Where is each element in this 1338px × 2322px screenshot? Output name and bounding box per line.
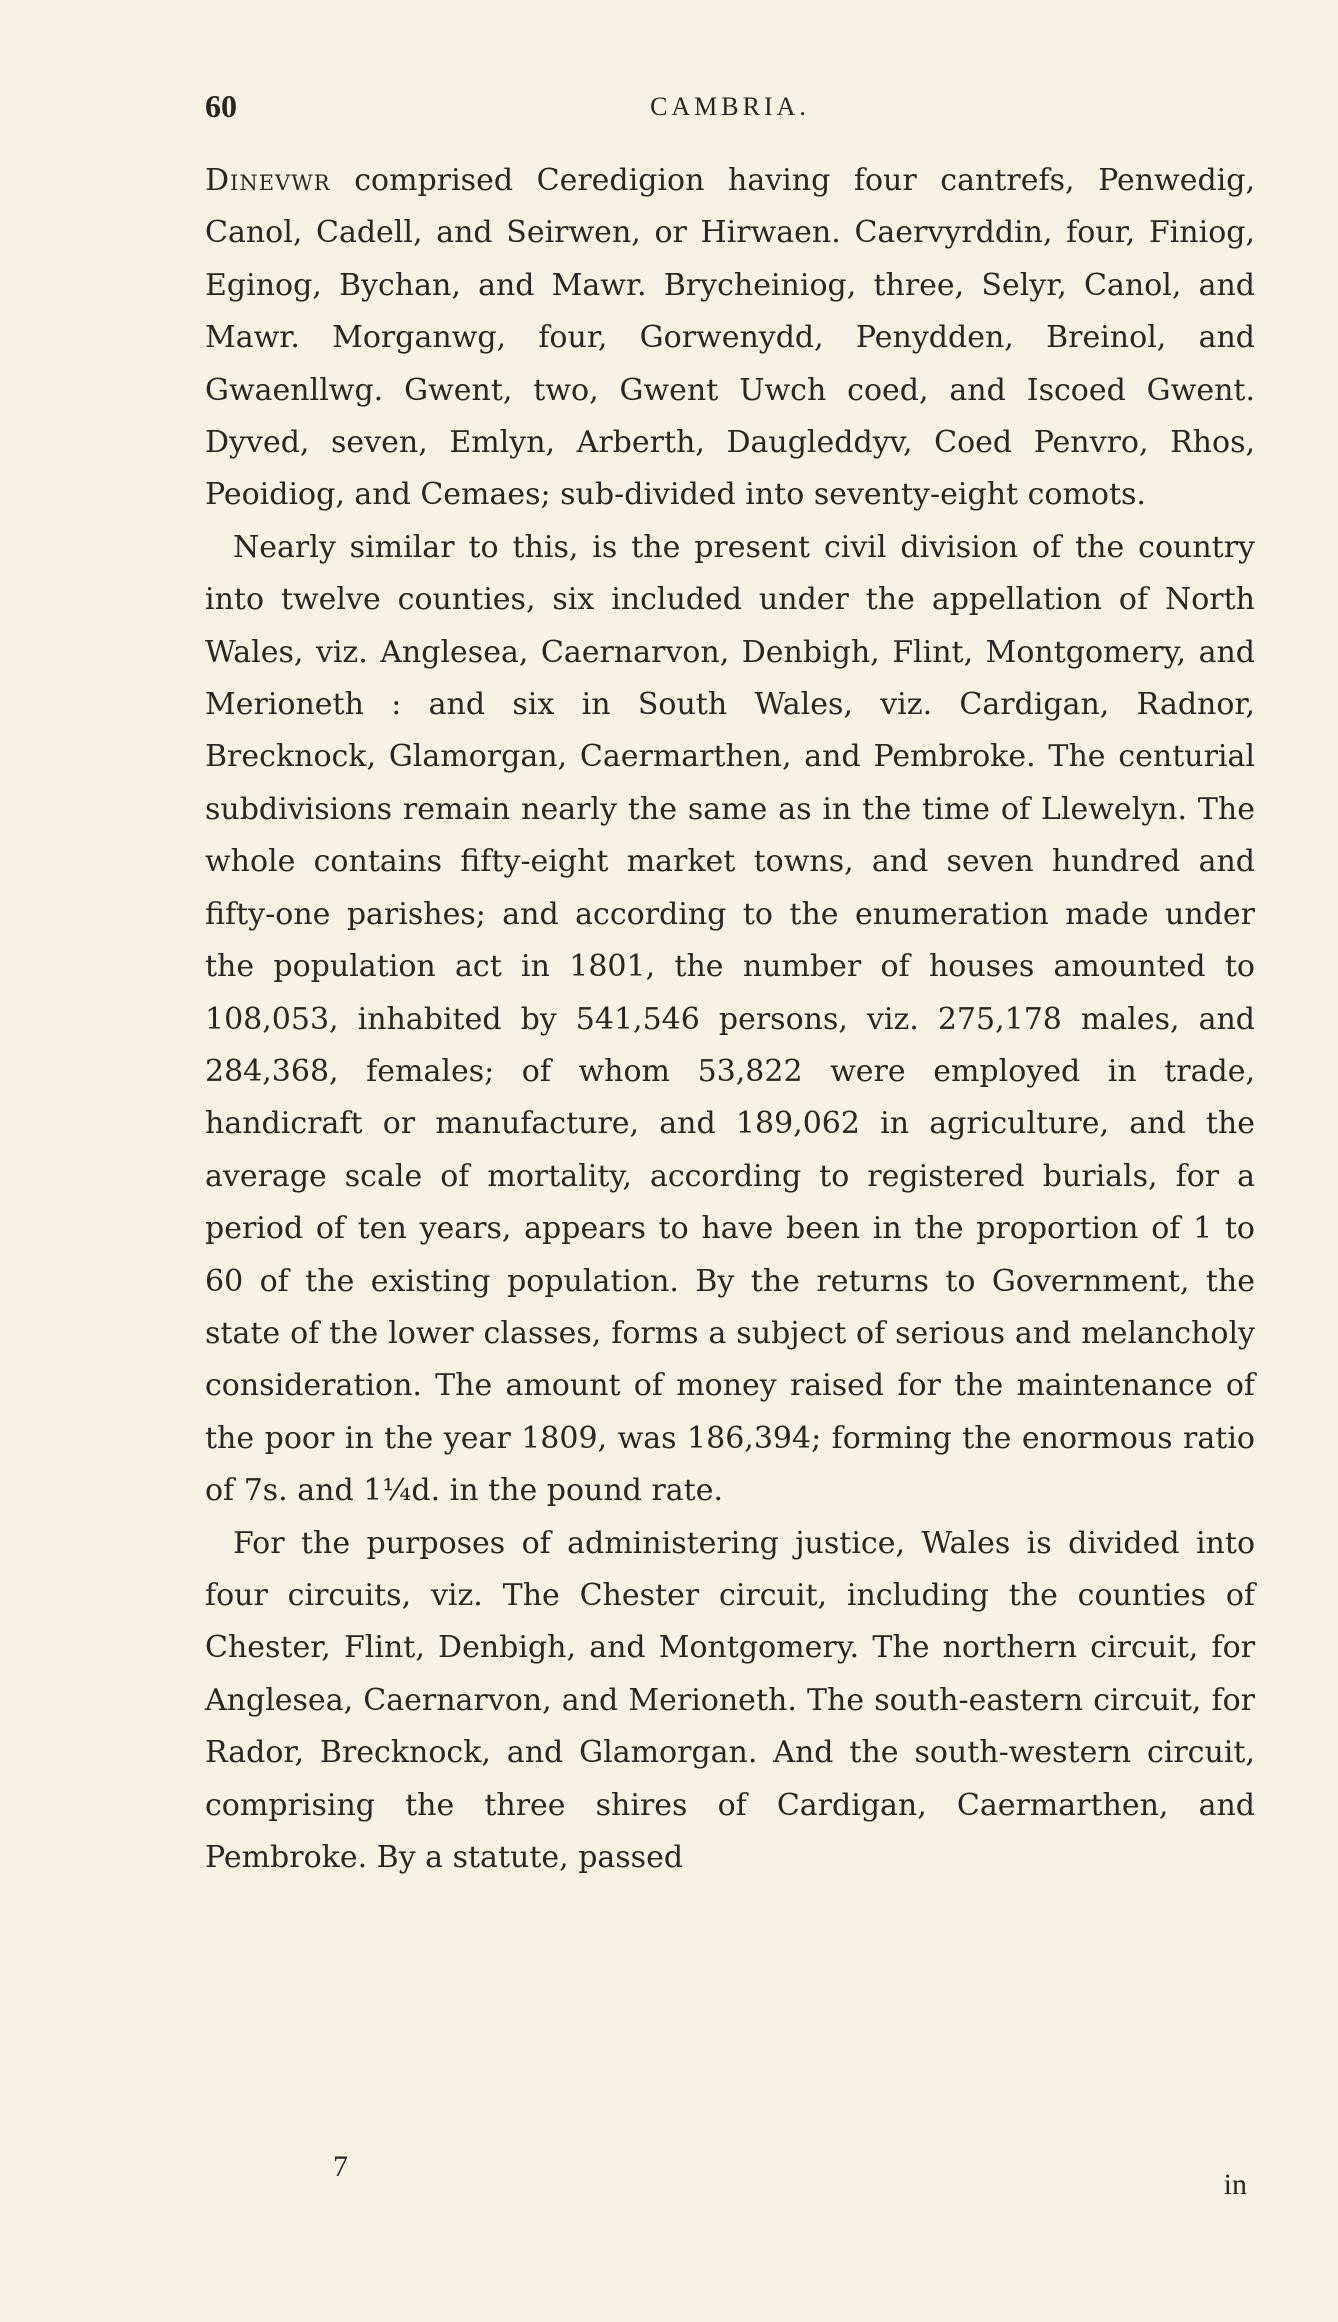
paragraph-1: [205, 155, 1255, 522]
running-head: CAMBRIA.: [650, 92, 810, 121]
page-number: 60: [205, 88, 237, 124]
paragraph-3: For the purposes of administering justice, Wales is divided into four circuits, viz. The Chester circuit, including the counties of Chester, Flint, Denbigh, and Montgomery. The northern circuit, for Anglesea, Caernarvon, and Merioneth. The south-eastern circuit, for Rador, Brecknock, and Glamorgan. And the south-western circuit, comprising the three shires of Cardigan, Caermarthen, and Pembroke. By a statute, passed: [205, 1525, 1255, 1875]
body-text: [205, 155, 1255, 1884]
page-footer: [205, 2150, 1255, 2210]
signature-mark: 7: [333, 2150, 348, 2183]
paragraph-2: Nearly similar to this, is the present civil division of the country into twelve counties, six included under the appellation of North Wales, viz. Anglesea, Caernarvon, Denbigh, Flint, Montgomery, and Merioneth : and six in South Wales, viz. Cardigan, Radnor, Brecknock, Glamorgan, Caermarthen, and Pembroke. The centurial subdivisions remain nearly the same as in the time of Llewelyn. The whole contains fifty-eight market towns, and seven hundred and fifty-one parishes; and according to the enumeration made under the population act in 1801, the number of houses amounted to 108,053, inhabited by 541,546 persons, viz. 275,178 males, and 284,368, females; of whom 53,822 were employed in trade, handicraft or manufacture, and 189,062 in agriculture, and the average scale of mortality, according to registered burials, for a period of ten years, appears to have been in the proportion of 1 to 60 of the existing population. By the returns to Government, the state of the lower classes, forms a subject of serious and melancholy consideration. The amount of money raised for the maintenance of the poor in the year 1809, was 186,394; forming the enormous ratio of 7s. and 1¼d. in the pound rate.: [205, 529, 1255, 1509]
page-header: [205, 88, 1255, 128]
paragraph-lead-word: Dinevwr: [205, 163, 331, 198]
catchword: in: [1223, 2168, 1247, 2201]
paragraph-1-text: comprised Ceredigion having four cantrefs, Penwedig, Canol, Cadell, and Seirwen, or Hirwaen. Caervyrddin, four, Finiog, Eginog, Bychan, and Mawr. Brycheiniog, three, Selyr, Canol, and Mawr. Morganwg, four, Gorwenydd, Penydden, Breinol, and Gwaenllwg. Gwent, two, Gwent Uwch coed, and Iscoed Gwent. Dyved, seven, Emlyn, Arberth, Daugleddyv, Coed Penvro, Rhos, Peoidiog, and Cemaes; sub-divided into seventy-eight comots.: [205, 163, 1255, 513]
